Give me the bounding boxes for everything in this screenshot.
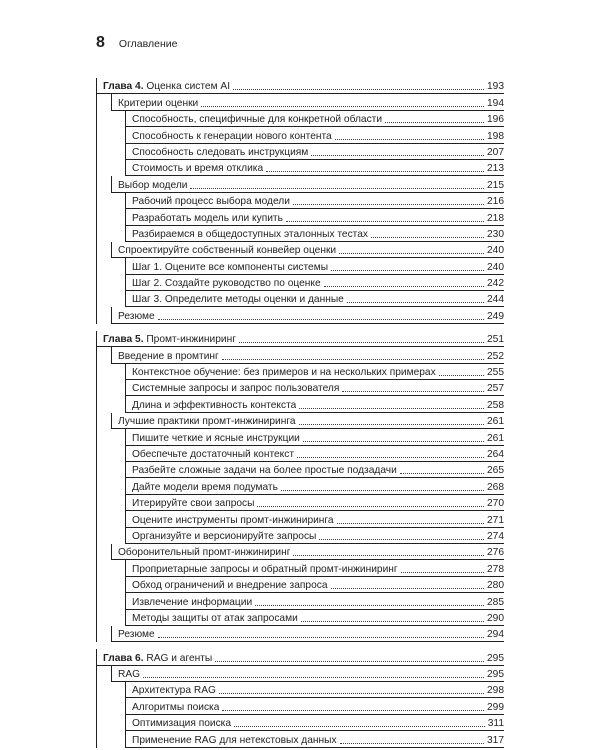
entry-title: Разработать модель или купить — [132, 212, 283, 224]
leader-dots — [401, 572, 484, 573]
chapter-prefix: Глава 4. — [103, 81, 144, 93]
leader-dots — [190, 188, 484, 189]
entry-page-number: 270 — [487, 498, 504, 510]
subsection-entry[interactable] — [125, 258, 504, 274]
entry-title: Извлечение информации — [132, 596, 253, 608]
subsection-entry[interactable] — [125, 127, 504, 143]
subsection-entry[interactable] — [125, 396, 504, 412]
page-header — [96, 34, 504, 52]
entry-title: Разбираемся в общедоступных эталонных тестах — [132, 228, 368, 240]
subsection-entry[interactable] — [125, 144, 504, 160]
chapter-heading[interactable] — [97, 331, 504, 347]
subsection-entry[interactable] — [125, 715, 504, 731]
entry-page-number: 194 — [487, 97, 504, 109]
leader-dots — [340, 743, 484, 744]
chapter-title — [103, 653, 212, 665]
entry-title: Шаг 1. Оцените все компоненты системы — [132, 261, 329, 273]
subsection-entry[interactable] — [125, 560, 504, 576]
subsection-entry[interactable] — [125, 698, 504, 714]
entry-title: Лучшие практики промт-инжиниринга — [118, 416, 296, 428]
chapter-name: Оценка систем AI — [143, 81, 231, 93]
entry-page-number: 299 — [487, 701, 504, 713]
leader-dots — [293, 555, 484, 556]
leader-dots — [233, 89, 484, 90]
leader-dots — [319, 539, 484, 540]
entry-page-number: 311 — [487, 718, 504, 730]
entry-page-number: 207 — [487, 146, 504, 158]
entry-page-number: 240 — [487, 245, 504, 257]
entry-title: Дайте модели время подумать — [132, 481, 278, 493]
entry-title: Архитектура RAG — [132, 685, 216, 697]
entry-title: Обеспечьте достаточный контекст — [132, 448, 294, 460]
entry-page-number: 271 — [487, 514, 504, 526]
entry-page-number: 252 — [487, 350, 504, 362]
entry-page-number: 258 — [487, 399, 504, 411]
entry-title: Пишите четкие и ясные инструкции — [132, 432, 300, 444]
subsection-entry[interactable] — [125, 731, 504, 747]
section-entry[interactable] — [111, 347, 504, 363]
section-entry[interactable] — [111, 413, 504, 429]
section-entry[interactable] — [111, 666, 504, 682]
subsection-entry[interactable] — [125, 462, 504, 478]
subsection-entry[interactable] — [125, 511, 504, 527]
chapter-prefix: Глава 5. — [103, 334, 144, 346]
entry-page-number: 230 — [487, 228, 504, 240]
subsection-entry[interactable] — [125, 193, 504, 209]
entry-page-number: 216 — [487, 196, 504, 208]
leader-dots — [303, 441, 484, 442]
subsection-entry[interactable] — [125, 682, 504, 698]
entry-page-number: 290 — [487, 612, 504, 624]
leader-dots — [299, 408, 484, 409]
leader-dots — [266, 171, 484, 172]
entry-title: Системные запросы и запрос пользователя — [132, 383, 340, 395]
leader-dots — [331, 588, 485, 589]
subsection-entry[interactable] — [125, 275, 504, 291]
leader-dots — [371, 237, 484, 238]
leader-dots — [222, 710, 484, 711]
entry-title: Оцените инструменты промт-инжиниринга — [132, 514, 334, 526]
entry-title: Стоимость и время отклика — [132, 163, 264, 175]
entry-page-number: 261 — [487, 416, 504, 428]
chapter-block — [96, 78, 504, 324]
entry-page-number: 317 — [487, 734, 504, 746]
entry-title: Методы защиты от атак запросами — [132, 612, 298, 624]
subsection-entry[interactable] — [125, 495, 504, 511]
entry-page-number: 257 — [487, 383, 504, 395]
section-entry[interactable] — [111, 94, 504, 110]
entry-title: Контекстное обучение: без примеров и на нескольких примерах — [132, 367, 436, 379]
leader-dots — [400, 473, 484, 474]
chapter-heading[interactable] — [97, 78, 504, 94]
leader-dots — [439, 375, 484, 376]
chapter-page-number: 251 — [487, 334, 504, 346]
chapter-block — [96, 649, 504, 747]
entry-page-number: 298 — [487, 685, 504, 697]
entry-page-number: 198 — [487, 130, 504, 142]
leader-dots — [215, 661, 484, 662]
entry-title: Оборонительный промт-инжиниринг — [118, 547, 291, 559]
section-entry[interactable] — [111, 176, 504, 192]
entry-title: Введение в промтинг — [118, 350, 219, 362]
subsection-entry[interactable] — [125, 226, 504, 242]
entry-title: Организуйте и версионируйте запросы — [132, 530, 317, 542]
entry-title: Способность к генерации нового контента — [132, 130, 332, 142]
subsection-entry[interactable] — [125, 593, 504, 609]
leader-dots — [257, 506, 484, 507]
entry-title: Способность, специфичные для конкретной области — [132, 114, 383, 126]
chapter-page-number: 295 — [487, 652, 504, 664]
subsection-entry[interactable] — [125, 209, 504, 225]
leader-dots — [347, 302, 484, 303]
leader-dots — [297, 457, 484, 458]
section-entry[interactable] — [111, 626, 504, 642]
entry-page-number: 249 — [487, 310, 504, 322]
entry-title: Способность следовать инструкциям — [132, 146, 309, 158]
chapter-name: RAG и агенты — [143, 652, 213, 664]
leader-dots — [239, 342, 484, 343]
leader-dots — [324, 286, 484, 287]
subsection-entry[interactable] — [125, 111, 504, 127]
entry-page-number: 261 — [487, 432, 504, 444]
entry-page-number: 280 — [487, 580, 504, 592]
entry-page-number: 294 — [487, 629, 504, 641]
entry-page-number: 285 — [487, 596, 504, 608]
entry-title: Шаг 2. Создайте руководство по оценке — [132, 278, 321, 290]
entry-title: Итерируйте свои запросы — [132, 498, 255, 510]
entry-title: Резюме — [118, 629, 155, 641]
chapter-name: Промт-инжиниринг — [143, 334, 236, 346]
leader-dots — [219, 693, 484, 694]
entry-title: Критерии оценки — [118, 97, 199, 109]
entry-page-number: 244 — [487, 294, 504, 306]
entry-page-number: 242 — [487, 278, 504, 290]
entry-page-number: 213 — [487, 163, 504, 175]
entry-title: Алгоритмы поиска — [132, 701, 220, 713]
subsection-entry[interactable] — [125, 577, 504, 593]
entry-title: Оптимизация поиска — [132, 718, 232, 730]
leader-dots — [335, 139, 484, 140]
subsection-entry[interactable] — [125, 610, 504, 626]
entry-title: Применение RAG для нетекстовых данных — [132, 734, 337, 746]
leader-dots — [222, 359, 484, 360]
leader-dots — [342, 391, 484, 392]
entry-page-number: 240 — [487, 261, 504, 273]
subsection-entry[interactable] — [125, 528, 504, 544]
chapter-page-number: 193 — [487, 81, 504, 93]
entry-page-number: 265 — [487, 465, 504, 477]
entry-page-number: 264 — [487, 448, 504, 460]
leader-dots — [311, 155, 484, 156]
chapter-prefix: Глава 6. — [103, 652, 144, 664]
leader-dots — [281, 490, 484, 491]
entry-page-number: 278 — [487, 563, 504, 575]
entry-title: Обход ограничений и внедрение запроса — [132, 580, 328, 592]
table-of-contents — [96, 78, 504, 748]
subsection-entry[interactable] — [125, 364, 504, 380]
leader-dots — [158, 319, 484, 320]
leader-dots — [385, 122, 484, 123]
leader-dots — [255, 605, 484, 606]
entry-title: Выбор модели — [118, 179, 188, 191]
leader-dots — [143, 677, 484, 678]
leader-dots — [293, 204, 484, 205]
entry-page-number: 196 — [487, 114, 504, 126]
subsection-entry[interactable] — [125, 429, 504, 445]
running-title: Оглавление — [118, 38, 178, 50]
entry-page-number: 255 — [487, 367, 504, 379]
chapter-title — [103, 81, 230, 93]
leader-dots — [331, 270, 484, 271]
entry-title: RAG — [118, 669, 141, 681]
entry-page-number: 218 — [487, 212, 504, 224]
leader-dots — [201, 106, 484, 107]
leader-dots — [158, 637, 484, 638]
entry-page-number: 215 — [487, 179, 504, 191]
subsection-entry[interactable] — [125, 478, 504, 494]
entry-title: Резюме — [118, 310, 155, 322]
entry-title: Спроектируйте собственный конвейер оценки — [118, 245, 337, 257]
entry-page-number: 276 — [487, 547, 504, 559]
entry-title: Разбейте сложные задачи на более простые подзадачи — [132, 465, 397, 477]
entry-page-number: 274 — [487, 530, 504, 542]
leader-dots — [286, 221, 484, 222]
section-entry[interactable] — [111, 544, 504, 560]
chapter-heading[interactable] — [97, 649, 504, 665]
page-number: 8 — [96, 34, 105, 51]
leader-dots — [234, 726, 485, 727]
leader-dots — [337, 523, 484, 524]
entry-title: Длина и эффективность контекста — [132, 399, 297, 411]
entry-page-number: 268 — [487, 481, 504, 493]
leader-dots — [301, 621, 484, 622]
chapter-title — [103, 334, 236, 346]
section-entry[interactable] — [111, 307, 504, 323]
entry-title: Шаг 3. Определите методы оценки и данные — [132, 294, 344, 306]
leader-dots — [299, 424, 484, 425]
section-entry[interactable] — [111, 242, 504, 258]
leader-dots — [339, 253, 484, 254]
entry-page-number: 295 — [487, 669, 504, 681]
subsection-entry[interactable] — [125, 291, 504, 307]
chapter-block — [96, 331, 504, 642]
subsection-entry[interactable] — [125, 160, 504, 176]
entry-title: Проприетарные запросы и обратный промт-инжиниринг — [132, 563, 398, 575]
entry-title: Рабочий процесс выбора модели — [132, 196, 290, 208]
subsection-entry[interactable] — [125, 380, 504, 396]
subsection-entry[interactable] — [125, 446, 504, 462]
